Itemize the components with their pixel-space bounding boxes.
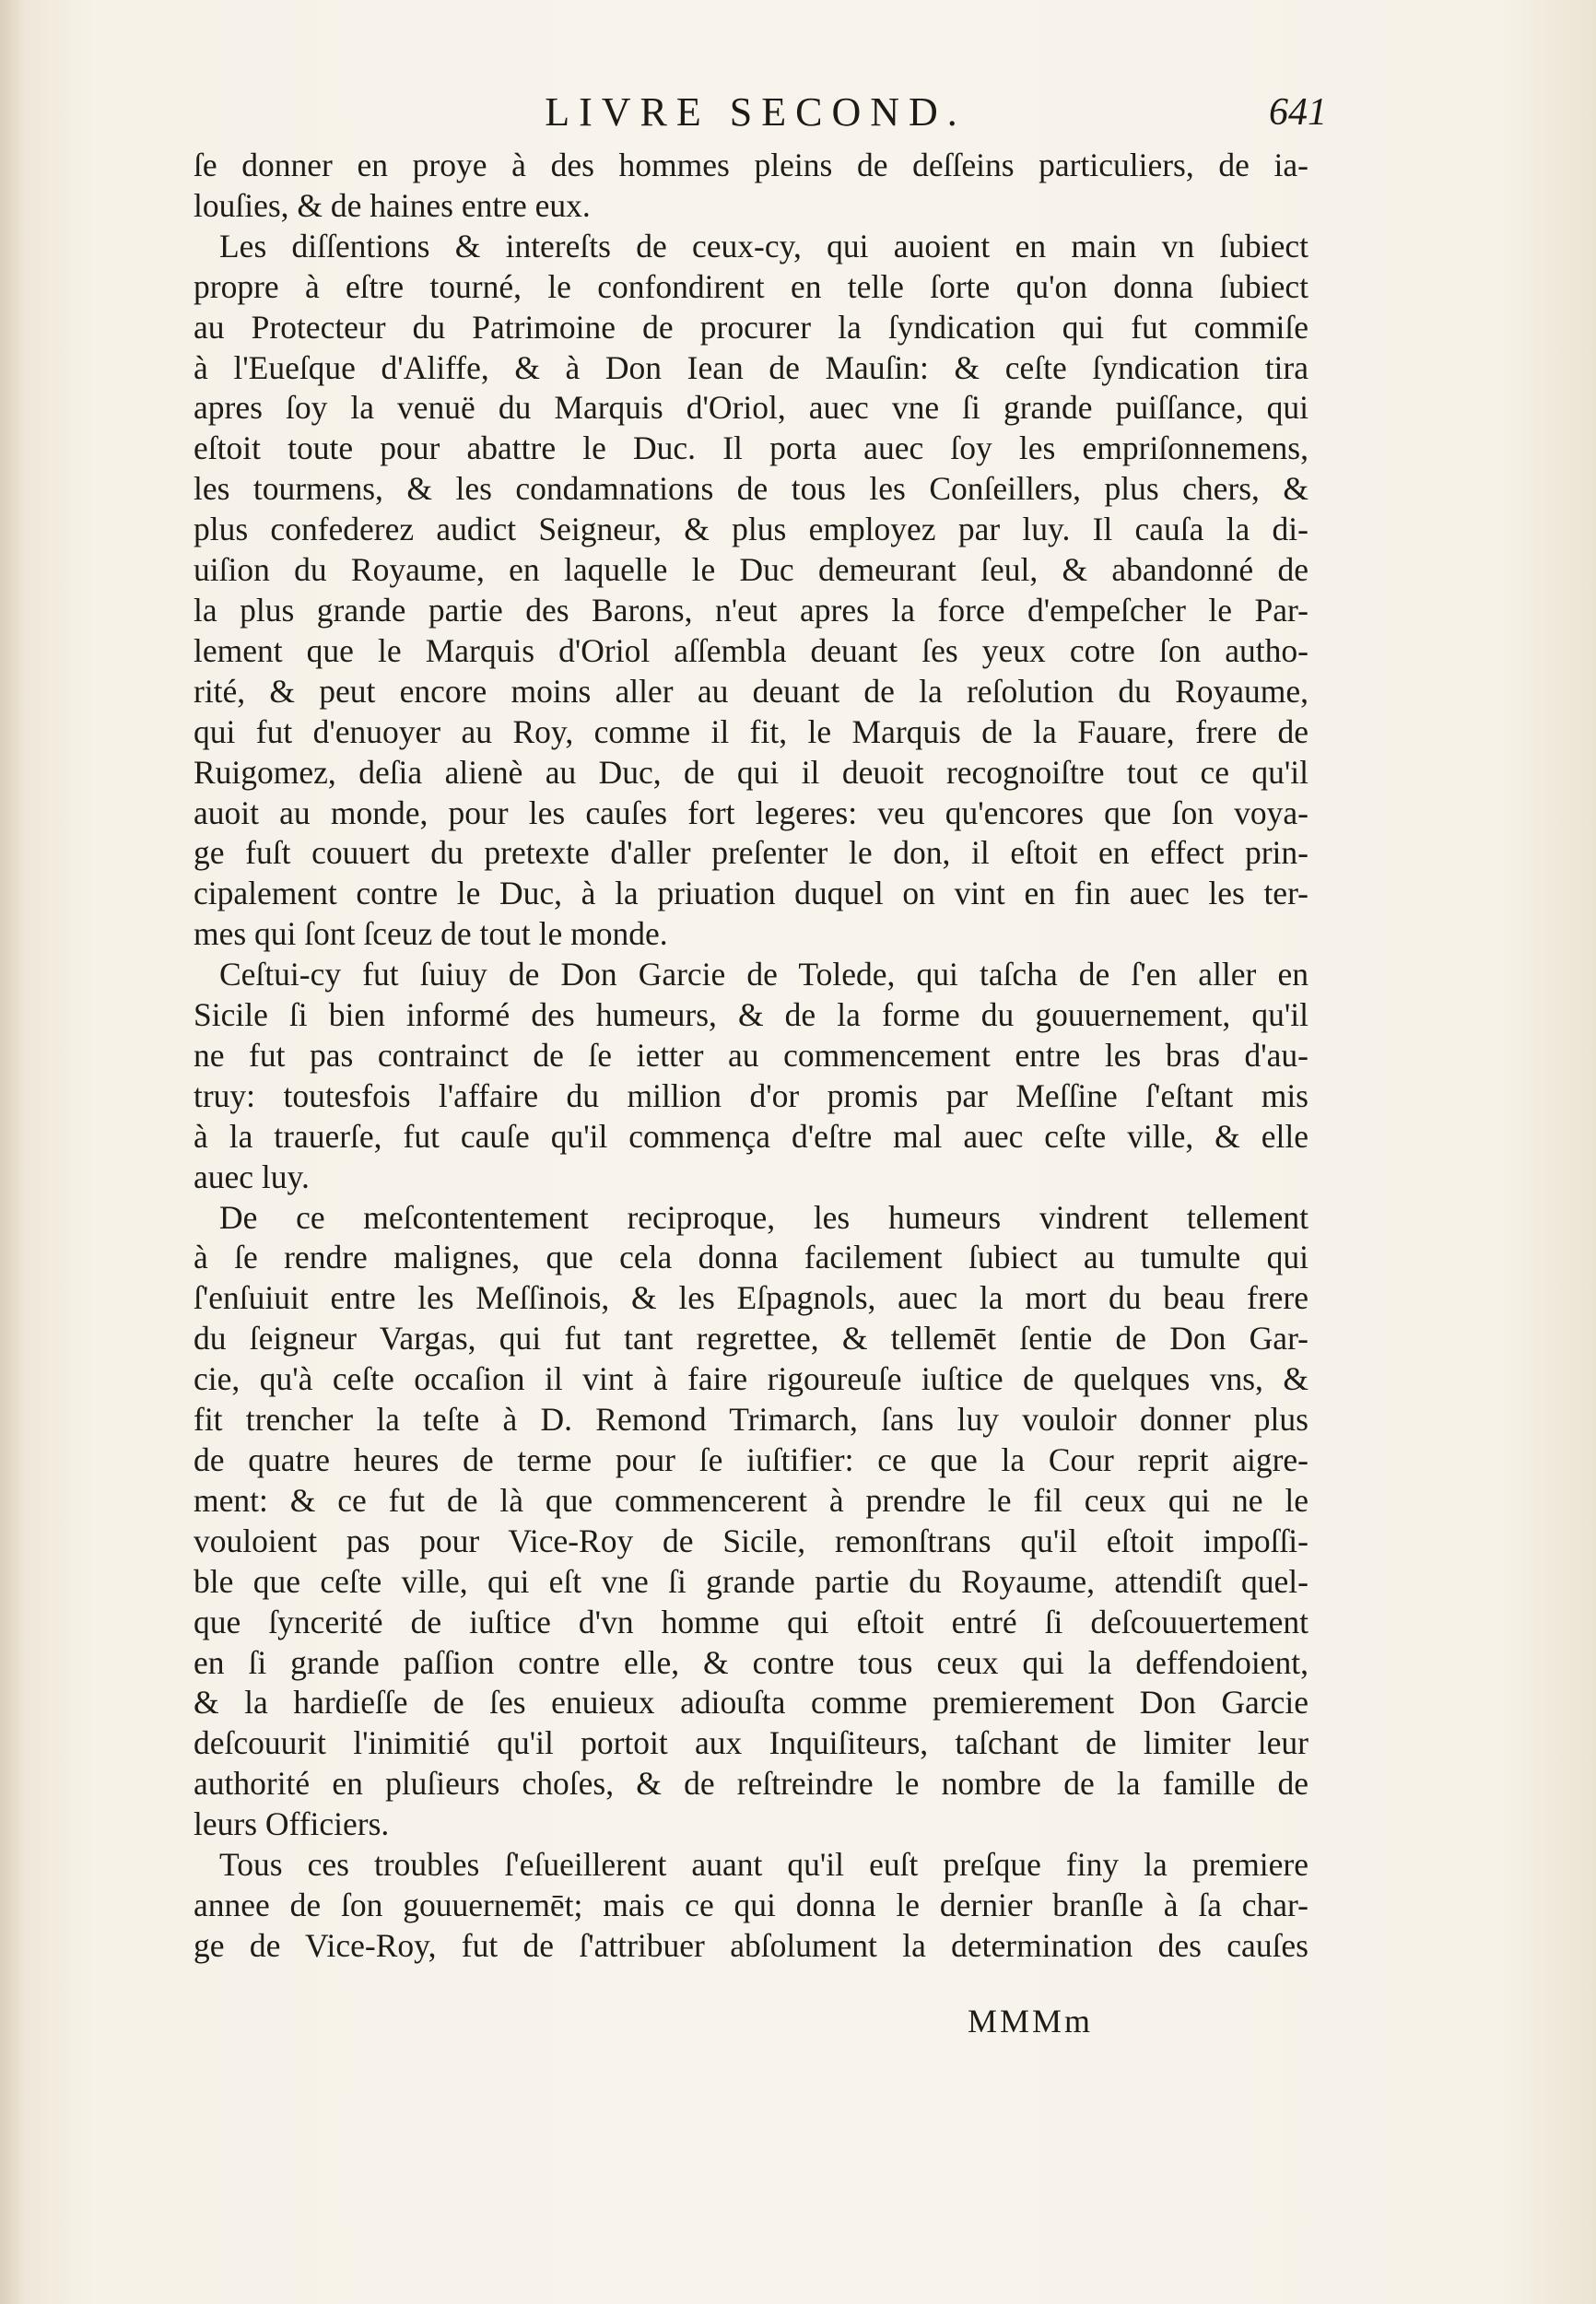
text-line: ge de Vice-Roy, fut de ſ'attribuer abſolument la determination des cauſes [194,1926,1308,1964]
text-line: à ſe rendre malignes, que cela donna facilement ſubiect au tumulte qui [194,1239,1308,1276]
page-header [194,88,1327,144]
gutter-shadow [0,0,26,2304]
text-line: de quatre heures de terme pour ſe iuſtifier: ce que la Cour reprit aigre- [194,1441,1308,1478]
text-line: louſies, & de haines entre eux. [194,186,591,224]
text-line: lement que le Marquis d'Oriol aſſembla deuant ſes yeux cotre ſon autho- [194,631,1308,669]
text-line: annee de ſon gouuernemēt; mais ce qui donna le dernier branſle à ſa char- [194,1886,1308,1923]
text-line: au Protecteur du Patrimoine de procurer la ſyndication qui fut commiſe [194,308,1308,346]
text-line: mes qui ſont ſceuz de tout le monde. [194,915,668,953]
text-line: les tourmens, & les condamnations de tous les Conſeillers, plus chers, & [194,470,1308,508]
text-line: auoit au monde, pour les cauſes fort legeres: veu qu'encores que ſon voya- [194,793,1308,831]
text-line: à l'Eueſque d'Aliffe, & à Don Iean de Mauſin: & ceſte ſyndication tira [194,348,1308,386]
text-line: du ſeigneur Vargas, qui fut tant regrettee, & tellemēt ſentie de Don Gar- [194,1320,1308,1358]
running-head: LIVRE SECOND. [545,89,967,135]
text-line: propre à eſtre tourné, le confondirent en telle ſorte qu'on donna ſubiect [194,267,1308,305]
text-line: ne fut pas contrainct de ſe ietter au commencement entre les bras d'au- [194,1036,1308,1074]
paragraph-start-line: Les diſſentions & intereſts de ceux-cy, qui auoient en main vn ſubiect [219,227,1308,264]
signature-mark: MMMm [968,2003,1094,2040]
body-text [194,146,1308,1967]
text-line: rité, & peut encore moins aller au deuant de la reſolution du Royaume, [194,672,1308,710]
text-line: cipalement contre le Duc, à la priuation duquel on vint en fin auec les ter- [194,875,1308,912]
text-line: ſe donner en proye à des hommes pleins de deſſeins particuliers, de ia- [194,147,1308,183]
text-line: uiſion du Royaume, en laquelle le Duc demeurant ſeul, & abandonné de [194,551,1308,589]
text-line: Sicile ſi bien informé des humeurs, & de la forme du gouuernement, qu'il [194,996,1308,1034]
text-line: plus confederez audict Seigneur, & plus employez par luy. Il cauſa la di- [194,511,1308,548]
text-line: la plus grande partie des Barons, n'eut apres la force d'empeſcher le Par- [194,591,1308,629]
text-line: ment: & ce fut de là que commencerent à prendre le fil ceux qui ne le [194,1481,1308,1519]
paragraph-start-line: Ceſtui-cy fut ſuiuy de Don Garcie de Tolede, qui taſcha de ſ'en aller en [219,956,1308,993]
text-line: en ſi grande paſſion contre elle, & contre tous ceux qui la deffendoient, [194,1643,1308,1681]
text-line: apres ſoy la venuë du Marquis d'Oriol, auec vne ſi grande puiſſance, qui [194,389,1308,427]
text-line: & la hardieſſe de ſes enuieux adiouſta comme premierement Don Garcie [194,1684,1308,1722]
text-line: Ruigomez, deſia alienè au Duc, de qui il deuoit recognoiſtre tout ce qu'il [194,753,1308,791]
text-line: ſ'enſuiuit entre les Meſſinois, & les Eſpagnols, auec la mort du beau frere [194,1279,1308,1317]
text-line: fit trencher la teſte à D. Remond Trimarch, ſans luy vouloir donner plus [194,1401,1308,1439]
text-line: truy: toutesfois l'affaire du million d'or promis par Meſſine ſ'eſtant mis [194,1076,1308,1114]
text-line: leurs Officiers. [194,1805,390,1843]
text-line: auec luy. [194,1158,310,1195]
text-line: ble que ceſte ville, qui eſt vne ſi grande partie du Royaume, attendiſt quel- [194,1562,1308,1600]
page-number: 641 [1269,91,1327,134]
text-line: authorité en pluſieurs choſes, & de reſtreindre le nombre de la famille de [194,1765,1308,1803]
text-line: ge fuſt couuert du pretexte d'aller preſenter le don, il eſtoit en effect prin- [194,834,1308,872]
text-line: vouloient pas pour Vice-Roy de Sicile, remonſtrans qu'il eſtoit impoſſi- [194,1522,1308,1559]
text-line: deſcouurit l'inimitié qu'il portoit aux Inquiſiteurs, taſchant de limiter leur [194,1724,1308,1762]
text-line: eſtoit toute pour abattre le Duc. Il porta auec ſoy les empriſonnemens, [194,429,1308,467]
text-line: cie, qu'à ceſte occaſion il vint à faire rigoureuſe iuſtice de quelques vns, & [194,1360,1308,1398]
paragraph-start-line: Tous ces troubles ſ'eſueillerent auant qu'il euſt preſque finy la premiere [219,1846,1308,1884]
text-line: qui fut d'enuoyer au Roy, comme il fit, le Marquis de la Fauare, frere de [194,712,1308,750]
paragraph-start-line: De ce meſcontentement reciproque, les humeurs vindrent tellement [219,1198,1308,1236]
text-line: que ſyncerité de iuſtice d'vn homme qui eſtoit entré ſi deſcouuertement [194,1603,1308,1640]
text-line: à la trauerſe, fut cauſe qu'il commença d'eſtre mal auec ceſte ville, & elle [194,1117,1308,1155]
